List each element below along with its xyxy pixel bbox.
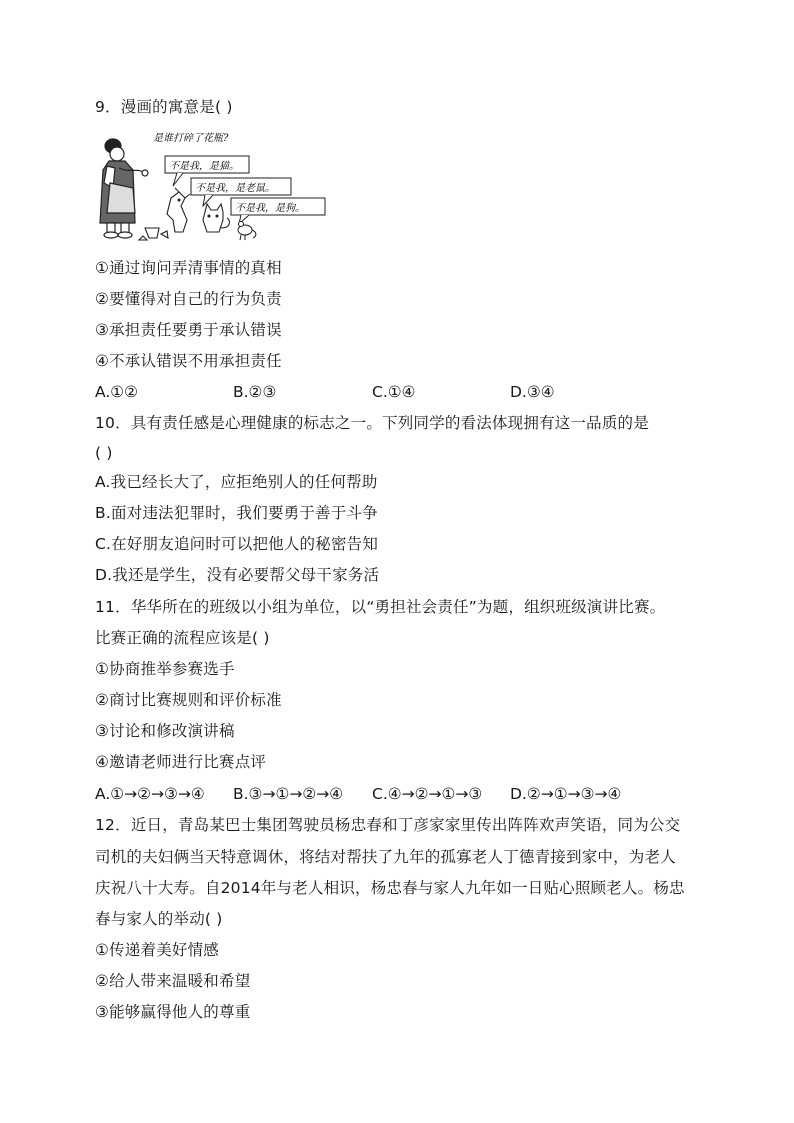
q9-statement-3: ③承担责任要勇于承认错误 <box>95 321 282 339</box>
q10-option-b[interactable]: B.面对违法犯罪时，我们要勇于善于斗争 <box>95 504 378 522</box>
q9-statement-2: ②要懂得对自己的行为负责 <box>95 290 282 308</box>
q10-option-d[interactable]: D.我还是学生，没有必要帮父母干家务活 <box>95 566 380 584</box>
q12-stem-line4: 春与家人的举动( ) <box>95 910 223 928</box>
q9-option-c[interactable]: C.①④ <box>372 383 416 401</box>
q11-statement-1: ①协商推举参赛选手 <box>95 660 235 678</box>
q11-option-b[interactable]: B.③→①→②→④ <box>233 785 344 803</box>
q11-stem-line1: 11．华华所在的班级以小组为单位，以“勇担社会责任”为题，组织班级演讲比赛。 <box>95 598 666 616</box>
q9-option-a[interactable]: A.①② <box>95 383 139 401</box>
q9-statement-1: ①通过询问弄清事情的真相 <box>95 259 282 277</box>
q10-option-c[interactable]: C.在好朋友追问时可以把他人的秘密告知 <box>95 535 379 553</box>
dog-figure <box>167 188 190 232</box>
q11-option-d[interactable]: D.②→①→③→④ <box>510 785 622 803</box>
q12-statement-2: ②给人带来温暖和希望 <box>95 972 251 990</box>
q11-statement-2: ②商讨比赛规则和评价标准 <box>95 691 282 709</box>
broken-vase <box>139 228 168 240</box>
comic-illustration <box>95 128 331 244</box>
q12-stem-line2: 司机的夫妇俩当天特意调休，将结对帮扶了九年的孤寡老人丁德青接到家中，为老人 <box>95 848 676 866</box>
q11-stem-line2: 比赛正确的流程应该是( ) <box>95 629 270 647</box>
bubble2-text: 不是我，是老鼠。 <box>195 183 275 194</box>
q9-option-d[interactable]: D.③④ <box>510 383 555 401</box>
q12-statement-1: ①传递着美好情感 <box>95 941 219 959</box>
speech-bubble-3 <box>231 198 325 224</box>
bubble1-text: 不是我，是猫。 <box>169 161 239 172</box>
q10-option-a[interactable]: A.我已经长大了，应拒绝别人的任何帮助 <box>95 473 378 491</box>
q9-statement-4: ④不承认错误不用承担责任 <box>95 352 282 370</box>
q12-stem-line1: 12．近日，青岛某巴士集团驾驶员杨忠春和丁彦家家里传出阵阵欢声笑语，同为公交 <box>95 816 681 834</box>
q12-statement-3: ③能够赢得他人的尊重 <box>95 1003 251 1021</box>
q10-stem-line1: 10．具有责任感是心理健康的标志之一。下列同学的看法体现拥有这一品质的是 <box>95 414 649 432</box>
woman-figure <box>100 139 148 238</box>
bubble3-text: 不是我，是狗。 <box>235 203 305 214</box>
q9-stem: 9．漫画的寓意是( ) <box>95 98 233 116</box>
q10-stem-line2: ( ) <box>95 444 113 462</box>
q11-option-c[interactable]: C.④→②→①→③ <box>372 785 483 803</box>
cat-figure <box>203 204 229 232</box>
mouse-figure <box>238 222 256 241</box>
comic-top-question: 是谁打碎了花瓶? <box>153 133 229 144</box>
q11-statement-4: ④邀请老师进行比赛点评 <box>95 753 267 771</box>
q11-statement-3: ③讨论和修改演讲稿 <box>95 722 235 740</box>
q9-option-b[interactable]: B.②③ <box>233 383 277 401</box>
q11-option-a[interactable]: A.①→②→③→④ <box>95 785 205 803</box>
q12-stem-line3: 庆祝八十大寿。自2014年与老人相识，杨忠春与家人九年如一日贴心照顾老人。杨忠 <box>95 879 685 897</box>
